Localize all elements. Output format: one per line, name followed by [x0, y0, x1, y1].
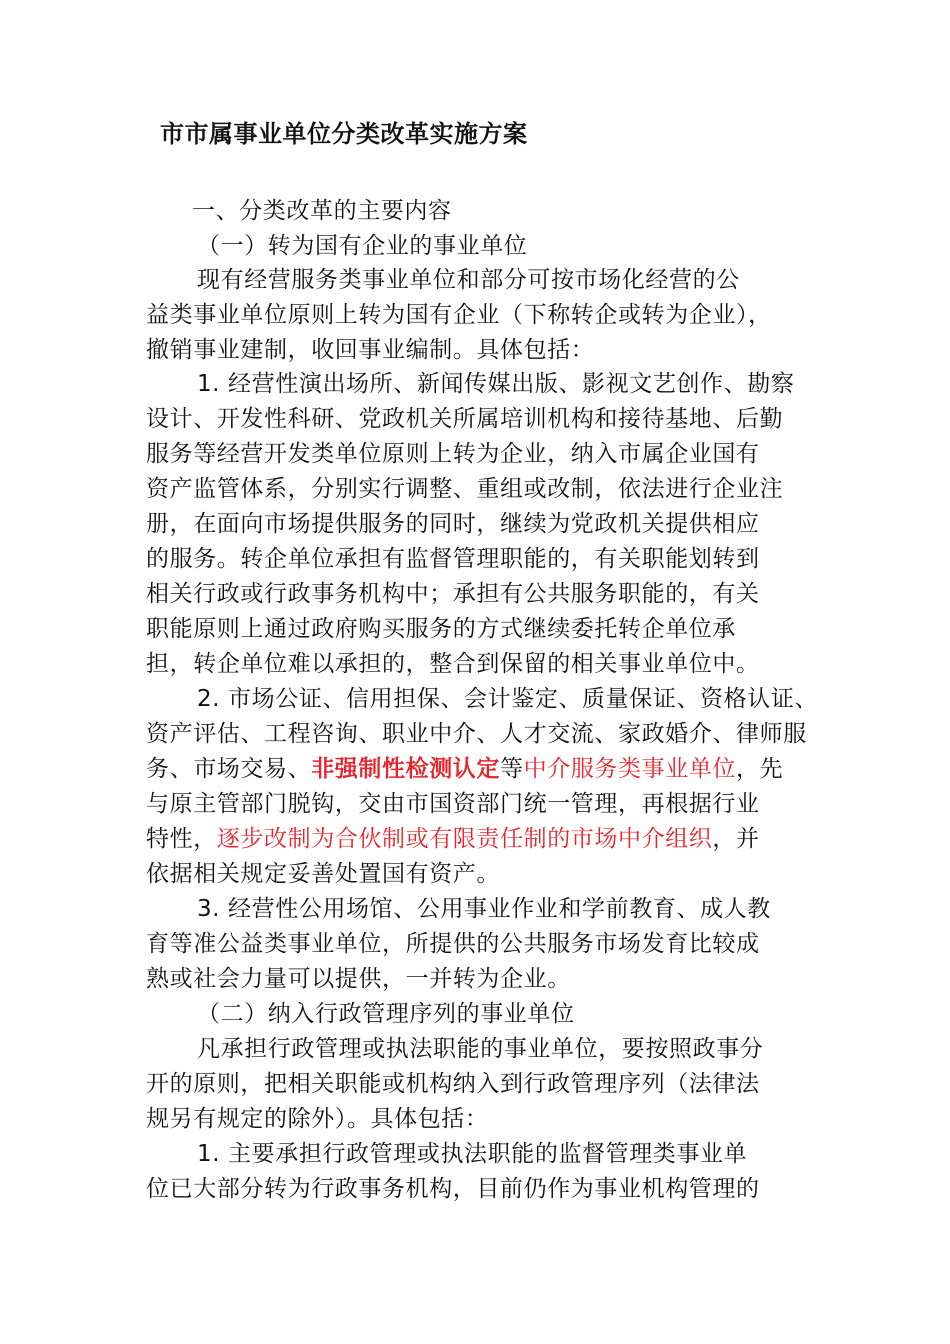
subsection-heading: （一）转为国有企业的事业单位	[197, 233, 528, 259]
paragraph-line: 现有经营服务类事业单位和部分可按市场化经营的公	[197, 267, 740, 293]
paragraph-line: 益类事业单位原则上转为国有企业（下称转企或转为企业），	[146, 302, 772, 328]
paragraph-line: 册，在面向市场提供服务的同时，继续为党政机关提供相应	[146, 511, 760, 537]
paragraph-line: 规另有规定的除外）。具体包括：	[146, 1106, 489, 1132]
text-segment: ，先	[736, 756, 784, 782]
text-segment: 务、市场交易、	[146, 756, 312, 782]
paragraph-line: 依据相关规定妥善处置国有资产。	[146, 861, 500, 887]
paragraph-line: 熟或社会力量可以提供，一并转为企业。	[146, 966, 571, 992]
paragraph-line: 设计、开发性科研、党政机关所属培训机构和接待基地、后勤	[146, 406, 784, 432]
paragraph-line: 撤销事业建制，收回事业编制。具体包括：	[146, 337, 595, 363]
document-title: 市市属事业单位分类改革实施方案	[160, 120, 528, 148]
paragraph-line: 3. 经营性公用场馆、公用事业作业和学前教育、成人教	[197, 896, 771, 922]
highlighted-text: 逐步改制为合伙制或有限责任制的市场中介组织	[216, 826, 713, 852]
text-segment: 等	[500, 756, 524, 782]
paragraph-line-highlighted	[146, 822, 760, 856]
paragraph-line: 职能原则上通过政府购买服务的方式继续委托转企单位承	[146, 616, 736, 642]
paragraph-line: 资产监管体系，分别实行调整、重组或改制，依法进行企业注	[146, 476, 784, 502]
paragraph-line: 位已大部分转为行政事务机构，目前仍作为事业机构管理的	[146, 1176, 760, 1202]
paragraph-line: 凡承担行政管理或执法职能的事业单位，要按照政事分	[197, 1036, 764, 1062]
text-segment: ，并	[712, 826, 760, 852]
paragraph-line: 1. 主要承担行政管理或执法职能的监督管理类事业单	[197, 1141, 748, 1167]
paragraph-line: 1. 经营性演出场所、新闻传媒出版、影视文艺创作、勘察	[197, 371, 795, 397]
paragraph-line: 担，转企单位难以承担的，整合到保留的相关事业单位中。	[146, 651, 760, 677]
paragraph-line: 开的原则，把相关职能或机构纳入到行政管理序列（法律法	[146, 1071, 760, 1097]
paragraph-line: 相关行政或行政事务机构中；承担有公共服务职能的，有关	[146, 581, 760, 607]
highlighted-text: 非强制性检测认定	[311, 756, 501, 782]
paragraph-line: 服务等经营开发类单位原则上转为企业，纳入市属企业国有	[146, 441, 760, 467]
paragraph-line: 2. 市场公证、信用担保、会计鉴定、质量保证、资格认证、	[197, 686, 819, 712]
subsection-heading: （二）纳入行政管理序列的事业单位	[197, 1001, 575, 1027]
paragraph-line: 育等准公益类事业单位，所提供的公共服务市场发育比较成	[146, 931, 760, 957]
text-segment: 特性，	[146, 826, 217, 852]
paragraph-line-highlighted	[146, 752, 783, 786]
highlighted-text: 中介服务类事业单位	[523, 756, 737, 782]
paragraph-line: 与原主管部门脱钩，交由市国资部门统一管理，再根据行业	[146, 791, 760, 817]
section-heading: 一、分类改革的主要内容	[192, 198, 452, 224]
paragraph-line: 资产评估、工程咨询、职业中介、人才交流、家政婚介、律师服	[146, 721, 807, 747]
paragraph-line: 的服务。转企单位承担有监督管理职能的，有关职能划转到	[146, 546, 760, 572]
